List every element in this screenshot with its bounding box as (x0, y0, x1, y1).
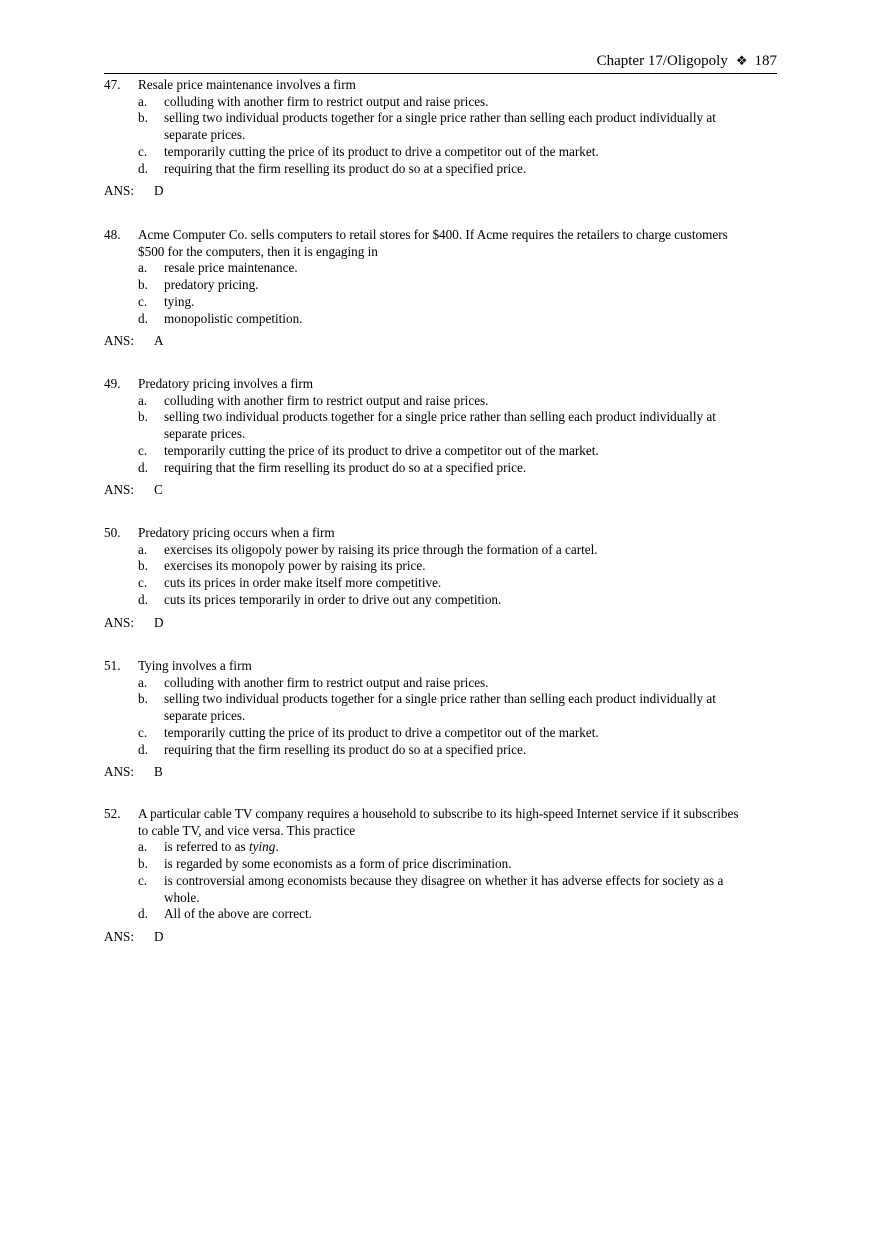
option-b (104, 409, 744, 442)
answer-value: C (154, 482, 163, 498)
question-48 (104, 227, 744, 350)
option-text: colluding with another firm to restrict output and raise prices. (164, 674, 489, 690)
option-letter: c. (138, 293, 148, 309)
question-text: Predatory pricing involves a firm (138, 376, 314, 391)
option-b (104, 110, 744, 143)
option-text: selling two individual products together for a single price rather than selling each product individually at separate prices. (164, 691, 716, 724)
page-header (104, 52, 777, 74)
option-text: temporarily cutting the price of its product to drive a competitor out of the market. (164, 143, 599, 159)
option-d (104, 311, 744, 328)
answer-label: ANS: (104, 928, 135, 944)
option-letter: b. (138, 409, 148, 425)
answer-options (104, 839, 744, 923)
option-text: predatory pricing. (164, 277, 259, 293)
option-text: requiring that the firm reselling its product do so at a specified price. (164, 459, 527, 475)
option-text: temporarily cutting the price of its product to drive a competitor out of the market. (164, 442, 599, 458)
option-text: colluding with another firm to restrict output and raise prices. (164, 392, 489, 408)
option-letter: b. (138, 691, 148, 707)
option-c (104, 725, 744, 742)
option-a (104, 393, 744, 410)
chapter-title: Chapter 17/Oligopoly (596, 53, 728, 69)
option-text: exercises its monopoly power by raising its price. (164, 558, 426, 574)
option-letter: d. (138, 459, 148, 475)
option-d (104, 460, 744, 477)
option-text-emphasis: tying (248, 839, 276, 855)
option-text: requiring that the firm reselling its product do so at a specified price. (164, 741, 527, 757)
option-a (104, 94, 744, 111)
option-text: colluding with another firm to restrict output and raise prices. (164, 93, 489, 109)
option-b (104, 691, 744, 724)
answer-options (104, 393, 744, 477)
question-52 (104, 806, 744, 946)
option-letter: a. (138, 541, 148, 557)
question-stem (104, 227, 744, 260)
option-letter: d. (138, 591, 148, 607)
option-letter: b. (138, 277, 148, 293)
option-c (104, 443, 744, 460)
answer-label: ANS: (104, 482, 135, 498)
answer-options (104, 94, 744, 178)
answer-label: ANS: (104, 614, 135, 630)
answer-value: B (154, 764, 163, 780)
ornament-icon: ❖ (735, 53, 748, 68)
question-51 (104, 658, 744, 781)
question-stem (104, 806, 744, 839)
option-b (104, 856, 744, 873)
option-letter: a. (138, 93, 148, 109)
page-number: 187 (754, 53, 777, 69)
option-text (164, 839, 744, 856)
question-number: 47. (104, 77, 121, 92)
question-number: 50. (104, 525, 121, 540)
option-c (104, 144, 744, 161)
answer-value: D (154, 928, 164, 944)
option-b (104, 277, 744, 294)
option-text: cuts its prices temporarily in order to drive out any competition. (164, 591, 502, 607)
option-a (104, 542, 744, 559)
answer-options (104, 675, 744, 759)
option-text: All of the above are correct. (164, 906, 312, 922)
question-number: 48. (104, 227, 121, 242)
option-c (104, 294, 744, 311)
option-c (104, 873, 744, 906)
option-d (104, 742, 744, 759)
question-number: 49. (104, 376, 121, 391)
option-text-lead: is referred to as (164, 839, 249, 855)
question-stem (104, 376, 744, 393)
option-d (104, 161, 744, 178)
question-stem (104, 525, 744, 542)
option-letter: a. (138, 392, 148, 408)
question-text: Predatory pricing occurs when a firm (138, 525, 335, 540)
option-letter: b. (138, 110, 148, 126)
option-letter: c. (138, 872, 148, 888)
answer-value: D (154, 183, 164, 199)
answer-key (104, 615, 744, 632)
option-letter: a. (138, 839, 148, 855)
option-c (104, 575, 744, 592)
option-text: is controversial among economists because they disagree on whether it has adverse effects for society as a whole. (164, 872, 724, 905)
answer-value: D (154, 614, 164, 630)
option-letter: d. (138, 310, 148, 326)
option-a (104, 675, 744, 692)
option-a (104, 839, 744, 856)
option-letter: b. (138, 558, 148, 574)
option-letter: d. (138, 160, 148, 176)
answer-key (104, 482, 744, 499)
running-head (597, 52, 777, 70)
option-text-tail: . (275, 839, 279, 855)
question-49 (104, 376, 744, 499)
option-letter: a. (138, 674, 148, 690)
option-letter: c. (138, 442, 148, 458)
question-text: Tying involves a firm (138, 658, 252, 673)
option-text: cuts its prices in order make itself more competitive. (164, 575, 442, 591)
answer-options (104, 260, 744, 327)
option-text: is regarded by some economists as a form of price discrimination. (164, 856, 512, 872)
answer-label: ANS: (104, 333, 135, 349)
option-text: resale price maintenance. (164, 260, 298, 276)
option-text: selling two individual products together for a single price rather than selling each product individually at separate prices. (164, 409, 716, 442)
question-text: Resale price maintenance involves a firm (138, 77, 356, 92)
option-letter: c. (138, 724, 148, 740)
answer-key (104, 929, 744, 946)
option-text: tying. (164, 293, 195, 309)
option-d (104, 906, 744, 923)
option-text: requiring that the firm reselling its product do so at a specified price. (164, 160, 527, 176)
option-letter: a. (138, 260, 148, 276)
answer-options (104, 542, 744, 609)
option-a (104, 260, 744, 277)
option-letter: c. (138, 143, 148, 159)
answer-key (104, 333, 744, 350)
option-letter: c. (138, 575, 148, 591)
answer-value: A (154, 333, 164, 349)
option-b (104, 558, 744, 575)
answer-label: ANS: (104, 183, 135, 199)
option-text: exercises its oligopoly power by raising its price through the formation of a cartel. (164, 541, 598, 557)
question-number: 52. (104, 806, 121, 821)
option-text: monopolistic competition. (164, 310, 303, 326)
question-text: A particular cable TV company requires a household to subscribe to its high-speed Internet service if it subscribes to cable TV, and vice versa. This practice (138, 806, 739, 838)
option-text: selling two individual products together for a single price rather than selling each product individually at separate prices. (164, 110, 716, 143)
option-text: temporarily cutting the price of its product to drive a competitor out of the market. (164, 724, 599, 740)
option-letter: b. (138, 856, 148, 872)
option-d (104, 592, 744, 609)
option-letter: d. (138, 741, 148, 757)
question-47 (104, 77, 744, 200)
answer-label: ANS: (104, 764, 135, 780)
question-50 (104, 525, 744, 631)
option-letter: d. (138, 906, 148, 922)
question-stem (104, 77, 744, 94)
question-stem (104, 658, 744, 675)
question-text: Acme Computer Co. sells computers to retail stores for $400. If Acme requires the retailers to charge customers $500 for the computers, then it is engaging in (138, 227, 728, 259)
question-number: 51. (104, 658, 121, 673)
answer-key (104, 764, 744, 781)
answer-key (104, 183, 744, 200)
